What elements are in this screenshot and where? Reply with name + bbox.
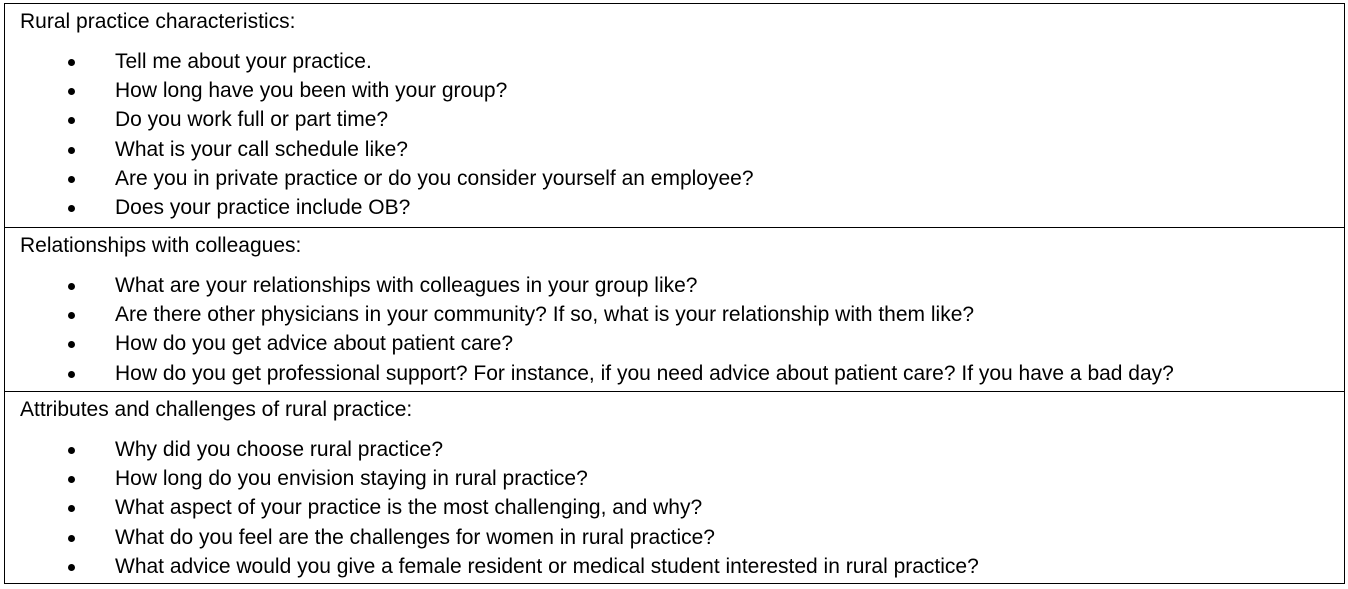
list-item (5, 498, 1344, 527)
list-item (5, 110, 1344, 139)
interview-guide-table (4, 3, 1345, 584)
section-rural-practice-characteristics (5, 4, 1344, 227)
question-text: How do you get advice about patient care? (115, 332, 514, 356)
section-attributes-and-challenges (5, 391, 1344, 583)
bullet-icon (68, 341, 75, 348)
question-list (5, 276, 1344, 393)
list-item (5, 525, 1344, 557)
list-item (5, 361, 1344, 393)
bullet-icon (68, 147, 75, 154)
section-heading: Rural practice characteristics: (20, 10, 296, 33)
list-item (5, 554, 1344, 586)
question-text: Do you work full or part time? (115, 108, 389, 132)
section-heading: Relationships with colleagues: (20, 234, 302, 257)
list-item (5, 440, 1344, 469)
question-text: Are there other physicians in your community? If so, what is your relationship with them like? (115, 303, 975, 327)
list-item (5, 52, 1344, 81)
question-list (5, 440, 1344, 586)
bullet-icon (68, 59, 75, 66)
section-relationships-with-colleagues (5, 227, 1344, 391)
list-item (5, 166, 1344, 198)
list-item (5, 137, 1344, 169)
section-heading: Attributes and challenges of rural practice: (20, 398, 413, 421)
question-text: What do you feel are the challenges for women in rural practice? (115, 525, 715, 549)
question-text: Tell me about your practice. (115, 50, 372, 73)
list-item (5, 469, 1344, 498)
question-text: What aspect of your practice is the most challenging, and why? (115, 496, 703, 520)
question-text: How long do you envision staying in rural practice? (115, 467, 588, 491)
bullet-icon (68, 447, 75, 454)
question-text: What advice would you give a female resident or medical student interested in rural practice? (115, 554, 979, 578)
bullet-icon (68, 476, 75, 483)
question-text: What is your call schedule like? (115, 137, 408, 161)
list-item (5, 276, 1344, 305)
question-text: Does your practice include OB? (115, 195, 411, 219)
question-text: Why did you choose rural practice? (115, 438, 443, 461)
bullet-icon (68, 312, 75, 319)
bullet-icon (68, 505, 75, 512)
list-item (5, 195, 1344, 227)
question-text: Are you in private practice or do you consider yourself an employee? (115, 166, 754, 190)
list-item (5, 305, 1344, 334)
bullet-icon (68, 564, 75, 571)
bullet-icon (68, 371, 75, 378)
bullet-icon (68, 117, 75, 124)
bullet-icon (68, 176, 75, 183)
bullet-icon (68, 283, 75, 290)
bullet-icon (68, 535, 75, 542)
bullet-icon (68, 205, 75, 212)
list-item (5, 334, 1344, 363)
question-text: How long have you been with your group? (115, 79, 508, 103)
question-text: What are your relationships with colleagues in your group like? (115, 274, 698, 297)
bullet-icon (68, 88, 75, 95)
question-list (5, 52, 1344, 227)
question-text: How do you get professional support? For instance, if you need advice about patient care? If you have a bad day? (115, 361, 1174, 385)
list-item (5, 81, 1344, 110)
